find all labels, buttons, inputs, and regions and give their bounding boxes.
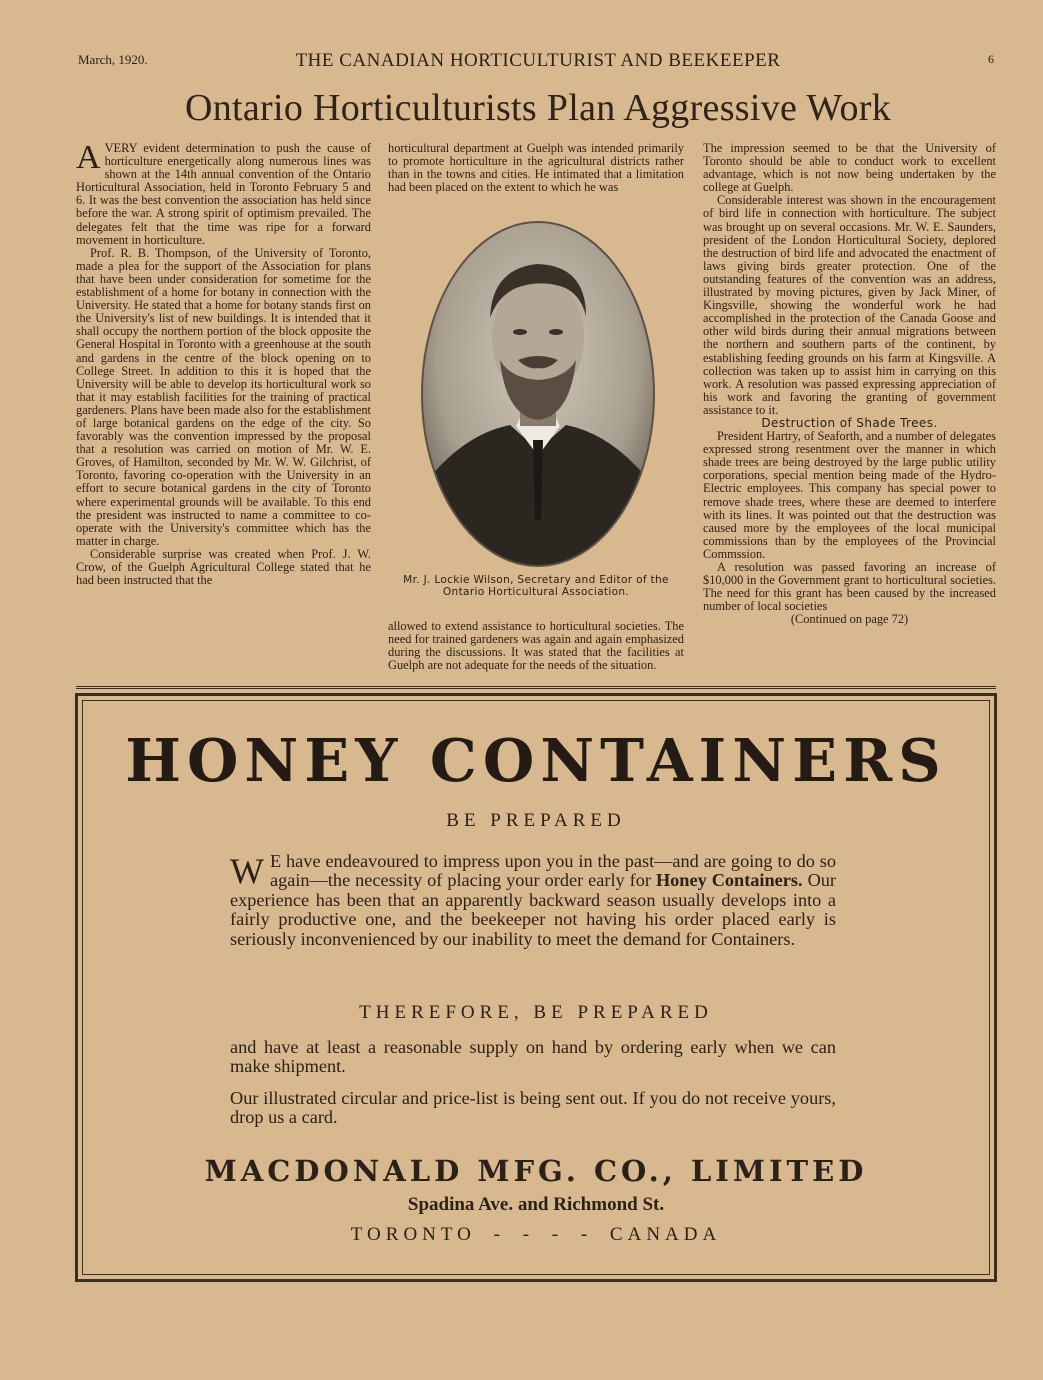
- article-column-1: [76, 139, 371, 588]
- page-number: 6: [988, 52, 994, 66]
- article-headline: Ontario Horticulturists Plan Aggressive Work: [184, 87, 892, 129]
- journal-title: THE CANADIAN HORTICULTURIST AND BEEKEEPER: [295, 50, 781, 71]
- ad-company-name: MACDONALD MFG. CO., LIMITED: [204, 1154, 868, 1188]
- ad-title: HONEY CONTAINERS: [125, 726, 947, 795]
- ad-paragraph: Our illustrated circular and price-list is being sent out. If you do not receive yours, drop us a card.: [230, 1088, 836, 1128]
- ad-paragraph: and have at least a reasonable supply on hand by ordering early when we can make shipment.: [230, 1037, 836, 1077]
- running-header: [78, 50, 998, 72]
- continued-note: (Continued on page 72): [790, 612, 909, 627]
- article-paragraph: Prof. R. B. Thompson, of the University of Toronto, made a plea for the support of the Association for plans that have been under consideration for sometime for the establishment of a home for botany in connection with the University. He stated that a home for botany stands first on the University's list of new buildings. It is intended that it shall occupy the northern portion of the block opposite the General Hospital in Toronto with a greenhouse at the south and gardens in the centre of the block opening on to College Street. In addition to this it is hoped that the University will be able to develop its horticultural work so that it may establish facilities for the training of practical gardeners. Plans have been made also for the establishment of large botanical gardens on the edge of the city. So favorably was the convention impressed by the proposal that a resolution was carried on motion of Mr. W. E. Groves, of Hamilton, seconded by Mr. W. W. Gilchrist, of Toronto, favoring co-operation with the University in an effort to secure botanical gardens in the city of Toronto where experimental grounds will be available. To this end the president was instructed to name a committee to co-operate with the University's committee which has the matter in charge.: [76, 245, 371, 548]
- article-paragraph: AVERY evident determination to push the cause of horticulture energetically along numerous lines was shown at the 14th annual convention of the Ontario Horticultural Association, held in Toronto February 5 and 6. It was the best convention the association has held since before the war. A strong spirit of optimism prevailed. The delegates felt that the time was ripe for a forward movement in horticulture.: [76, 139, 371, 247]
- article-column-2-bottom: [388, 620, 684, 672]
- ad-paragraph: W E have endeavoured to impress upon you in the past—and are going to do so again—the necessity of placing your order early for Honey Containers. Our experience has been that an apparently backward season usually develops into a fairly productive one, and the beekeeper not having his order placed early is seriously inconvenienced by our inability to meet the demand for Containers.: [230, 851, 836, 949]
- article-paragraph: Considerable surprise was created when Prof. J. W. Crow, of the Guelph Agricultural College stated that he had been instructed that the: [76, 546, 371, 588]
- ad-city-line: TORONTO - - - - CANADA: [350, 1224, 722, 1245]
- portrait-caption: Mr. J. Lockie Wilson, Secretary and Editor of the Ontario Horticultural Association.: [403, 574, 669, 598]
- section-subhead: Destruction of Shade Trees.: [761, 415, 938, 430]
- article-paragraph: A resolution was passed favoring an increase of $10,000 in the Government grant to horticultural societies. The need for this grant has been caused by the increased number of local societies: [703, 560, 996, 614]
- article-paragraph: allowed to extend assistance to horticultural societies. The need for trained gardeners was again and again emphasized during the discussions. It was stated that the facilities at Guelph are not adequate for the needs of the situation.: [388, 619, 684, 673]
- ad-subtitle: THEREFORE, BE PREPARED: [359, 1002, 713, 1023]
- ad-address: Spadina Ave. and Richmond St.: [407, 1194, 665, 1215]
- ad-subtitle: BE PREPARED: [446, 810, 626, 831]
- section-divider: [76, 686, 996, 689]
- article-column-3: [703, 142, 996, 626]
- honey-containers-advertisement: [75, 693, 997, 1282]
- issue-date: March, 1920.: [78, 52, 148, 67]
- article-paragraph: horticultural department at Guelph was intended primarily to promote horticulture in the agricultural districts rather than in the towns and cities. He intimated that a limitation had been placed on the extent to which he was: [388, 141, 684, 195]
- article-paragraph: President Hartry, of Seaforth, and a number of delegates expressed strong resentment over the manner in which shade trees are being destroyed by the large public utility corporations, special mention being made of the Hydro-Electric employees. This company has special power to remove shade trees, where these are deemed to interfere with its lines. It was pointed out that the destruction was caused more by the employees of the local municipal commissions than by the employees of the Provincial Commssion.: [703, 429, 996, 561]
- ad-drop-cap: W: [230, 851, 264, 891]
- drop-cap: A: [76, 139, 101, 176]
- portrait-photo: [420, 220, 656, 568]
- article-paragraph: The impression seemed to be that the University of Toronto should be able to conduct work to excellent advantage, which is not now being undertaken by the college at Guelph.: [703, 141, 996, 195]
- ad-emphasis: Honey Containers.: [655, 870, 803, 891]
- article-column-2-top: [388, 142, 684, 194]
- article-paragraph: Considerable interest was shown in the encouragement of bird life in connection with horticulture. The subject was brought up on several occasions. Mr. W. E. Saunders, president of the London Horticultural Society, deplored the destruction of bird life and advocated the enactment of laws giving birds greater protection. One of the outstanding features of the convention was an address, illustrated by moving pictures, given by Jack Miner, of Kingsville, showing the wonderful work he had accomplished in the protection of the Canada Goose and other wild birds during their annual migrations between the northern and southern parts of the continent, by establishing feeding grounds on his farm at Kingsville. A collection was taken up to assist him in carrying on this work. A resolution was passed expressing appreciation of his work and favoring the granting of government assistance to it.: [703, 193, 996, 417]
